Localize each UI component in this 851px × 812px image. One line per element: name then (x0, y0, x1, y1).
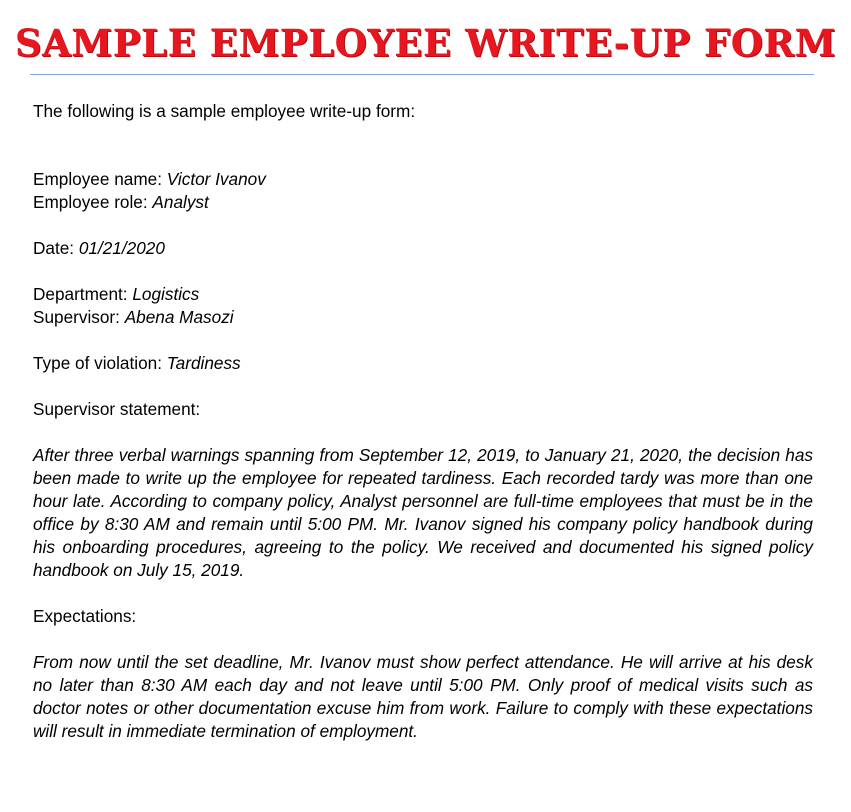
employee-name-label: Employee name: (33, 169, 167, 189)
employee-role-field (33, 191, 813, 214)
expectations-heading: Expectations: (33, 606, 137, 626)
department-label: Department: (33, 284, 133, 304)
form-body (33, 100, 813, 743)
supervisor-statement-heading: Supervisor statement: (33, 399, 201, 419)
violation-field (33, 352, 813, 375)
date-value: 01/21/2020 (78, 238, 165, 258)
intro-text: The following is a sample employee write-up form: (33, 101, 416, 121)
supervisor-field (33, 306, 813, 329)
employee-name-value: Victor Ivanov (166, 169, 266, 189)
date-field (33, 237, 813, 260)
department-field (33, 283, 813, 306)
expectations-text: From now until the set deadline, Mr. Ivanov must show perfect attendance. He will arrive at his desk no later than 8:30 AM each day and not leave until 5:00 PM. Only proof of medical visits such as doctor notes or other documentation excuse him from work. Failure to comply with these expectations will result in immediate termination of employment. (33, 652, 813, 741)
date-label: Date: (33, 238, 79, 258)
employee-name-field (33, 168, 813, 191)
supervisor-label: Supervisor: (33, 307, 125, 327)
violation-value: Tardiness (166, 353, 241, 373)
department-value: Logistics (132, 284, 200, 304)
violation-label: Type of violation: (33, 353, 167, 373)
supervisor-statement-text: After three verbal warnings spanning from September 12, 2019, to January 21, 2020, the decision has been made to write up the employee for repeated tardiness. Each recorded tardy was more than one hour late. According to company policy, Analyst personnel are full-time employees that must be in the office by 8:30 AM and remain until 5:00 PM. Mr. Ivanov signed his company policy handbook during his onboarding procedures, agreeing to the policy. We received and documented his signed policy handbook on July 15, 2019. (33, 445, 813, 580)
employee-role-label: Employee role: (33, 192, 153, 212)
title-divider (30, 74, 814, 75)
supervisor-value: Abena Masozi (124, 307, 234, 327)
page-title: SAMPLE EMPLOYEE WRITE-UP FORM (14, 21, 837, 65)
employee-role-value: Analyst (152, 192, 209, 212)
